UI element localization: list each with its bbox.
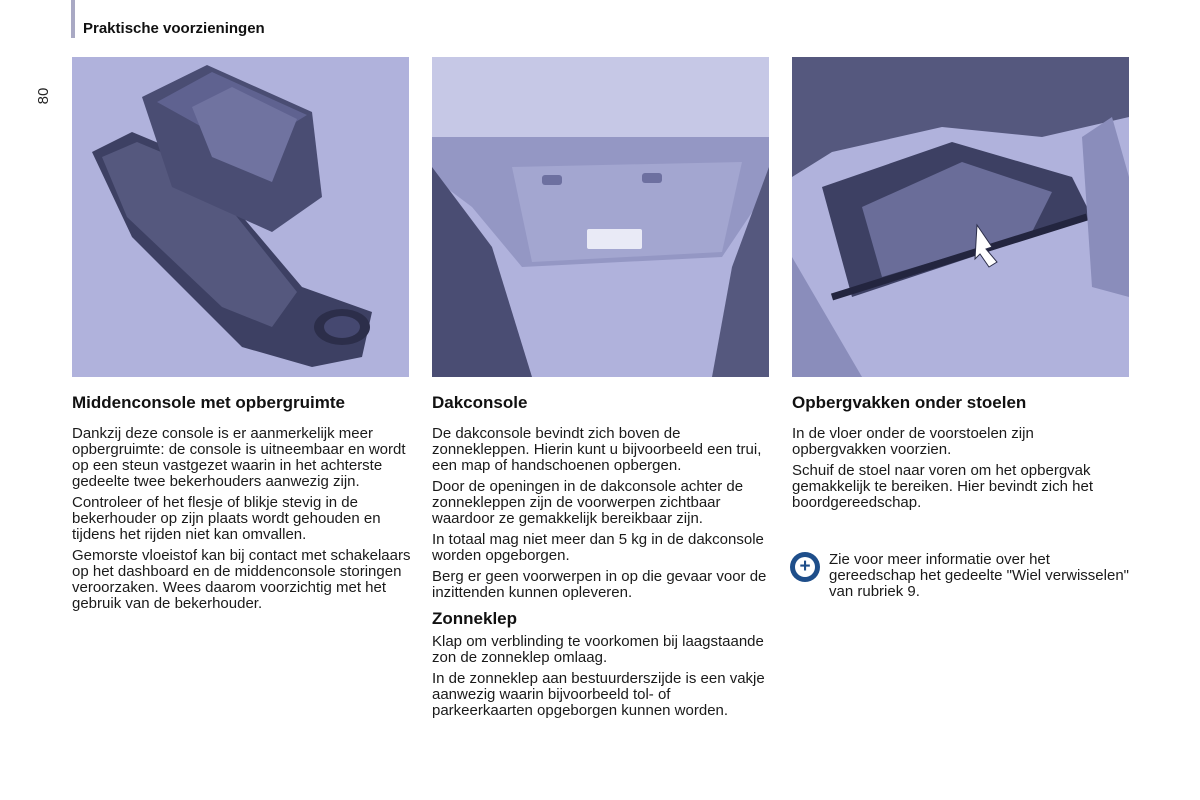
roof-console-paragraph: Door de openingen in de dakconsole achter de zonnekleppen zijn de voorwerpen zichtbaar waardoor ze gemakkelijk bereikbaar zijn. [432, 478, 744, 527]
center-console-paragraph: Controleer of het flesje of blikje stevig in de bekerhouder op zijn plaats wordt gehouden en tijdens het rijden niet kan omvallen. [72, 494, 381, 543]
center-console-paragraph: Gemorste vloeistof kan bij contact met schakelaars op het dashboard en de middenconsole storingen veroorzaken. Wees daarom voorzichtig met het gebruik van de bekerhouder. [72, 547, 411, 612]
page-number: 80 [35, 87, 52, 105]
sun-visor-paragraph: Klap om verblinding te voorkomen bij laagstaande zon de zonneklep omlaag. [432, 633, 764, 666]
center-console-paragraph: Dankzij deze console is er aanmerkelijk meer opbergruimte: de console is uitneembaar en wordt op een steun vastgezet waarin in het achterste gedeelte twee bekerhouders aanwezig zijn. [72, 425, 406, 490]
info-note-text: Zie voor meer informatie over het gereedschap het gedeelte "Wiel verwisselen" van rubriek 9. [829, 551, 1129, 600]
under-seat-storage-illustration [792, 57, 1129, 377]
plus-info-icon: + [790, 552, 820, 582]
center-console-heading: Middenconsole met opbergruimte [72, 393, 345, 412]
sun-visor-heading: Zonneklep [432, 609, 518, 628]
under-seat-storage-paragraph: In de vloer onder de voorstoelen zijn opbergvakken voorzien. [792, 425, 1034, 458]
under-seat-storage-heading: Opbergvakken onder stoelen [792, 393, 1027, 412]
roof-console-paragraph: Berg er geen voorwerpen in op die gevaar voor de inzittenden kunnen opleveren. [432, 568, 767, 601]
roof-console-paragraph: De dakconsole bevindt zich boven de zonnekleppen. Hierin kunt u bijvoorbeeld een trui, een map of handschoenen opbergen. [432, 425, 762, 474]
roof-console-illustration [432, 57, 769, 377]
header-accent-bar [71, 0, 75, 38]
sun-visor-paragraph: In de zonneklep aan bestuurderszijde is een vakje aanwezig waarin bijvoorbeeld tol- of parkeerkaarten opgeborgen kunnen worden. [432, 670, 765, 719]
under-seat-storage-section [792, 393, 1132, 516]
roof-console-section [432, 393, 772, 724]
info-note [790, 552, 1130, 600]
roof-console-heading: Dakconsole [432, 393, 528, 412]
center-console-illustration [72, 57, 409, 377]
section-header: Praktische voorzieningen [83, 20, 265, 37]
roof-console-paragraph: In totaal mag niet meer dan 5 kg in de dakconsole worden opgeborgen. [432, 531, 764, 564]
under-seat-storage-paragraph: Schuif de stoel naar voren om het opbergvak gemakkelijk te bereiken. Hier bevindt zich het boordgereedschap. [792, 462, 1093, 511]
center-console-section [72, 393, 412, 617]
